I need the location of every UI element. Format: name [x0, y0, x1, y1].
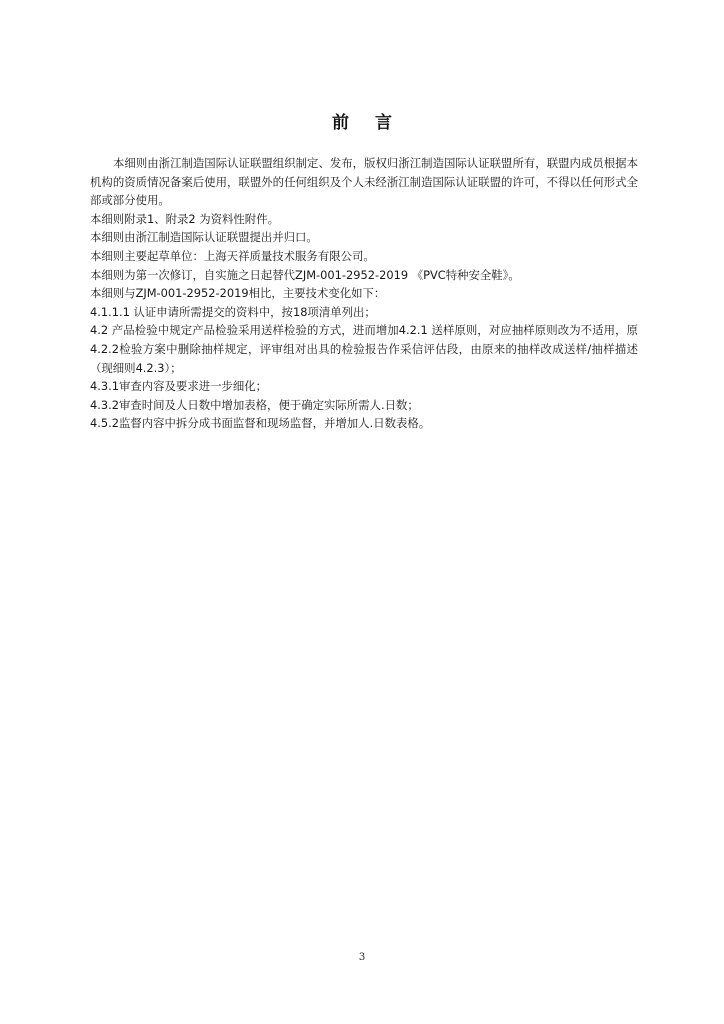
page-number: 3 — [358, 952, 366, 963]
paragraph-change-4-5-2: 4.5.2监督内容中拆分成书面监督和现场监督，并增加人.日数表格。 — [90, 416, 431, 431]
paragraph-change-4-3-2: 4.3.2审查时间及人日数中增加表格，便于确定实际所需人.日数； — [90, 397, 419, 412]
page-title: 前 言 — [332, 113, 402, 133]
paragraph-changes-intro: 本细则与ZJM-001-2952-2019相比，主要技术变化如下： — [90, 286, 386, 301]
paragraph-change-4-2: 4.2 产品检验中规定产品检验采用送样检验的方式，进而增加4.2.1 送样原则，对应抽样原则改为不适用，原4.2.2检验方案中删除抽样规定，评审组对出具的检验报告作采信评估段，由原来的抽样改成送样/抽样描述（现细则4.2.3）； — [90, 323, 638, 375]
paragraph-appendix: 本细则附录1、附录2 为资料性附件。 — [90, 211, 279, 226]
paragraph-copyright: 本细则由浙江制造国际认证联盟组织制定、发布，版权归浙江制造国际认证联盟所有，联盟内成员根据本机构的资质情况备案后使用，联盟外的任何组织及个人未经浙江制造国际认证联盟的许可，不得以任何形式全部或部分使用。 — [90, 156, 638, 208]
paragraph-proposer: 本细则由浙江制造国际认证联盟提出并归口。 — [90, 230, 318, 245]
paragraph-change-4-3-1: 4.3.1审查内容及要求进一步细化； — [90, 379, 268, 394]
paragraph-drafter: 本细则主要起草单位：上海天祥质量技术服务有限公司。 — [90, 248, 375, 263]
paragraph-revision: 本细则为第一次修订，自实施之日起替代ZJM-001-2952-2019 《PVC特种安全鞋》。 — [90, 267, 520, 282]
preface-body — [90, 154, 638, 433]
paragraph-change-4-1-1-1: 4.1.1.1 认证申请所需提交的资料中，按18项清单列出； — [90, 304, 376, 319]
